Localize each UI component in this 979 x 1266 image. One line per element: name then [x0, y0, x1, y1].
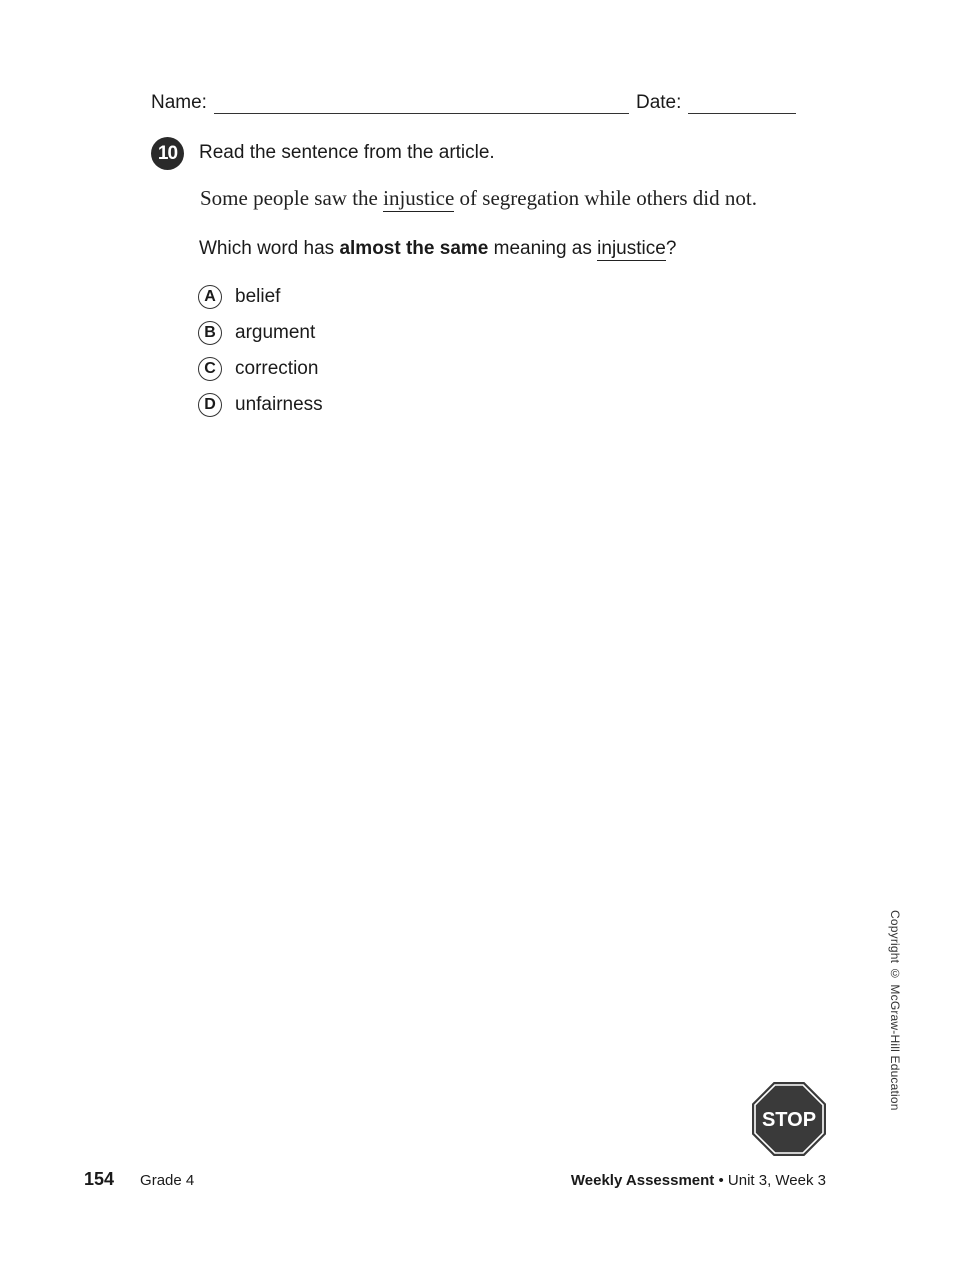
footer-right: [571, 1172, 826, 1189]
name-date-header: [151, 88, 801, 114]
question-middle: meaning as: [488, 238, 598, 259]
stop-sign-label: STOP: [761, 1109, 817, 1131]
choice-c-bubble[interactable]: C: [198, 357, 222, 381]
footer-separator: •: [714, 1172, 728, 1189]
sentence-target-word: injustice: [383, 186, 455, 210]
quoted-sentence: [200, 186, 757, 211]
date-field[interactable]: [688, 95, 796, 114]
question-emphasis: almost the same: [339, 238, 489, 259]
name-label: Name:: [151, 92, 207, 113]
question-number-badge: 10: [151, 137, 184, 170]
choice-c[interactable]: [198, 351, 323, 387]
answer-choices: [198, 279, 323, 423]
choice-d-bubble[interactable]: D: [198, 393, 222, 417]
choice-b[interactable]: [198, 315, 323, 351]
grade-label: Grade 4: [140, 1172, 195, 1189]
stop-sign-icon: [752, 1082, 826, 1156]
question-target-word: injustice: [597, 238, 666, 259]
name-field[interactable]: [214, 95, 629, 114]
question-after: ?: [665, 238, 677, 259]
choice-d[interactable]: [198, 387, 323, 423]
choice-a[interactable]: [198, 279, 323, 315]
question-text: [199, 238, 676, 260]
assessment-title: Weekly Assessment: [570, 1172, 715, 1189]
footer-left: [84, 1169, 194, 1190]
question-prompt: Read the sentence from the article.: [199, 142, 495, 163]
sentence-before: Some people saw the: [200, 186, 384, 210]
sentence-after: of segregation while others did not.: [454, 186, 757, 210]
page-number: 154: [84, 1169, 115, 1189]
choice-a-text: belief: [235, 286, 281, 307]
choice-b-bubble[interactable]: B: [198, 321, 222, 345]
question-before: Which word has: [199, 238, 340, 259]
choice-c-text: correction: [235, 358, 319, 379]
choice-d-text: unfairness: [235, 394, 323, 415]
copyright-notice: Copyright © McGraw-Hill Education: [888, 910, 902, 1111]
choice-a-bubble[interactable]: A: [198, 285, 222, 309]
date-label: Date:: [635, 92, 682, 113]
unit-week-label: Unit 3, Week 3: [727, 1172, 826, 1189]
choice-b-text: argument: [235, 322, 316, 343]
